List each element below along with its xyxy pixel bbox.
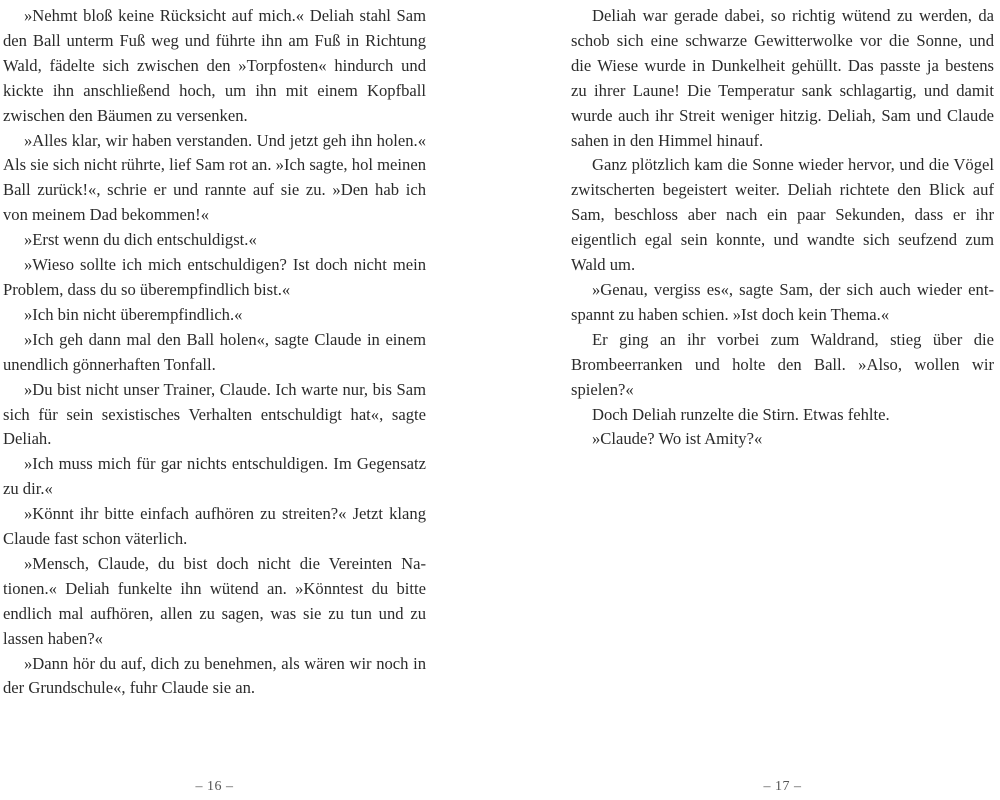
paragraph: »Erst wenn du dich entschuldigst.«	[24, 230, 257, 250]
paragraph: »Du bist nicht unser Trainer, Claude. Ich warte nur, bis Sam sich für sein sexistisches Verhalten entschuldigt hat«, sagte Deliah.	[3, 379, 426, 449]
paragraph: »Mensch, Claude, du bist doch nicht die Vereinten Nationen.« Deliah funkelte ihn wütend an. »Könntest du bitte endlich mal aufhören, allen zu sagen, was sie zu tun und zu lassen haben?«	[3, 553, 426, 648]
left-page	[3, 4, 426, 794]
paragraph: »Wieso sollte ich mich entschuldigen? Ist doch nicht mein Problem, dass du so überempfindlich bist.«	[3, 255, 426, 299]
paragraph: Ganz plötzlich kam die Sonne wieder hervor, und die Vögel zwitscherten begeistert weiter. Deliah richtete den Blick auf Sam, beschloss aber nach ein paar Sekunden, dass er ihr eigentlich egal sein konnte, und wandte sich seufzend zum Wald um.	[571, 155, 994, 275]
paragraph: »Nehmt bloß keine Rücksicht auf mich.« Deliah stahl Sam den Ball unterm Fuß weg und führte ihn am Fuß in Richtung Wald, fädelte sich zwischen den »Torpfosten« hindurch und kickte ihn anschließend hoch, um ihn mit einem Kopfball zwischen den Bäumen zu versenken.	[3, 6, 426, 125]
paragraph: »Genau, vergiss es«, sagte Sam, der sich auch wieder entspannt zu haben schien. »Ist doch kein Thema.«	[571, 279, 994, 324]
paragraph: »Alles klar, wir haben verstanden. Und jetzt geh ihn holen.« Als sie sich nicht rührte, lief Sam rot an. »Ich sagte, hol meinen Ball zurück!«, schrie er und rannte auf sie zu. »Den hab ich von meinem Dad bekommen!«	[3, 130, 426, 225]
paragraph: Deliah war gerade dabei, so richtig wütend zu werden, da schob sich eine schwarze Gewitterwolke vor die Sonne, und die Wiese wurde in Dunkelheit gehüllt. Das passte ja bestens zu ihrer Laune! Die Temperatur sank schlagartig, und damit wurde auch ihr Streit weniger hitzig. Deliah, Sam und Claude sahen in den Himmel hinauf.	[571, 6, 994, 150]
paragraph: Doch Deliah runzelte die Stirn. Etwas fehlte.	[592, 404, 890, 424]
paragraph: »Claude? Wo ist Amity?«	[592, 429, 763, 449]
page-number-left: – 16 –	[195, 779, 234, 794]
paragraph: »Könnt ihr bitte einfach aufhören zu streiten?« Jetzt klang Claude fast schon väterlich.	[3, 504, 426, 549]
right-page	[571, 4, 994, 794]
paragraph: Er ging an ihr vorbei zum Waldrand, stieg über die Brombeerranken und holte den Ball. »Also, wollen wir spielen?«	[571, 329, 994, 399]
paragraph: »Dann hör du auf, dich zu benehmen, als wären wir noch in der Grundschule«, fuhr Claude sie an.	[3, 653, 426, 698]
paragraph: »Ich geh dann mal den Ball holen«, sagte Claude in einem unendlich gönnerhaften Tonfall.	[3, 329, 426, 374]
paragraph: »Ich muss mich für gar nichts entschuldigen. Im Gegensatz zu dir.«	[3, 454, 426, 499]
paragraph: »Ich bin nicht überempfindlich.«	[24, 304, 243, 324]
page-number-right: – 17 –	[763, 779, 802, 794]
